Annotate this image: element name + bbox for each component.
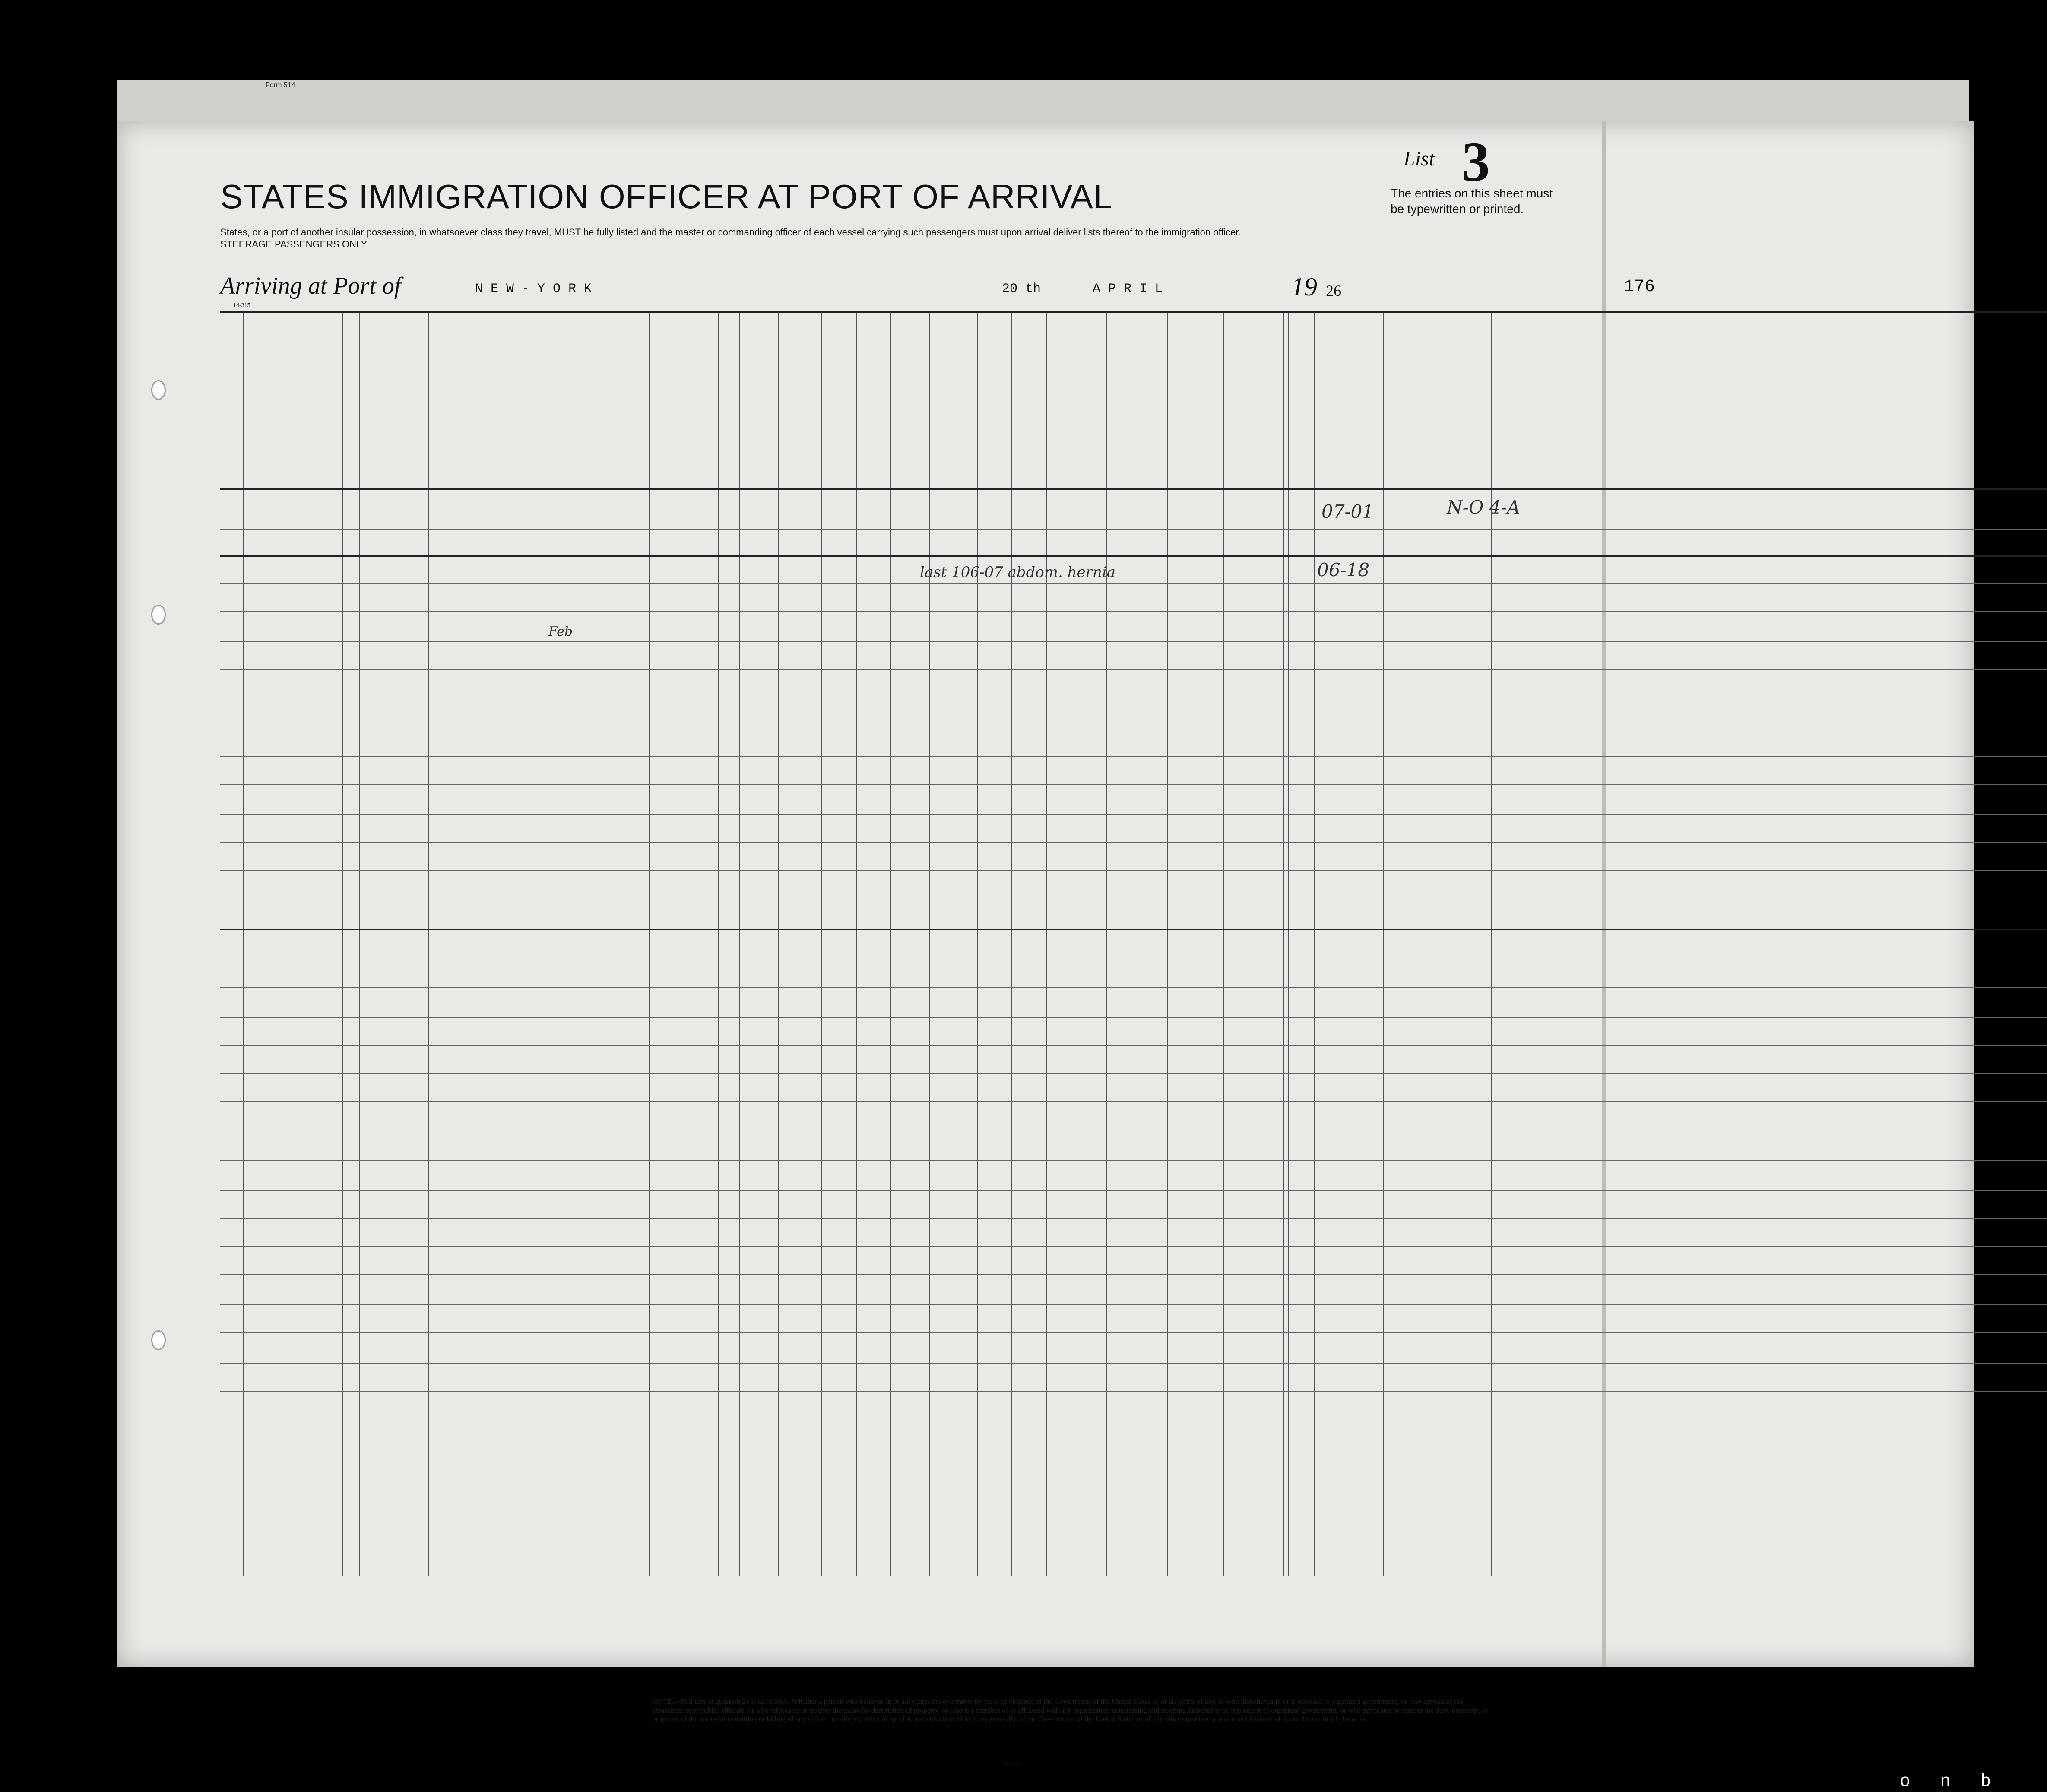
row-rule [220, 641, 2047, 642]
row-rule [220, 1363, 2047, 1364]
arrival-line [220, 272, 1689, 307]
row-rule [220, 870, 2047, 871]
entries-note-line: The entries on this sheet must [1391, 187, 1553, 200]
manifest-sheet [117, 121, 1974, 1767]
row-rule [220, 1190, 2047, 1191]
column-rule [428, 311, 429, 1576]
year-suffix: 26 [1326, 282, 1341, 299]
instructions [220, 227, 1241, 251]
row-rule [220, 1101, 2047, 1102]
page-title: STATES IMMIGRATION OFFICER AT PORT OF ARRIVAL [220, 178, 1113, 216]
handwritten-note-r3: last 106-07 abdom. hernia [920, 564, 1115, 581]
year-prefix: 19 [1291, 273, 1317, 301]
column-rule [342, 311, 343, 1576]
small-code: 14-315 [233, 302, 250, 309]
row-rule [220, 1218, 2047, 1219]
sheet-top-edge [117, 80, 1969, 123]
column-rule [1223, 311, 1224, 1576]
row-rule [220, 1073, 2047, 1074]
list-label: List [1404, 147, 1435, 170]
row-rule [220, 987, 2047, 988]
arriving-label: Arriving at Port of [220, 273, 401, 299]
footer-code: 14-315 [1002, 1760, 1019, 1767]
row-rule [220, 1045, 2047, 1046]
column-rule [1011, 311, 1012, 1576]
form-number-strip [123, 80, 1963, 93]
handwritten-birth-r1: N-O 4-A [1447, 497, 1520, 518]
port-name: N E W - Y O R K [475, 282, 592, 296]
binder-hole [151, 605, 166, 625]
column-rule [649, 311, 650, 1576]
page-number: 176 [1624, 277, 1655, 297]
column-rule [1283, 311, 1284, 1576]
row-rule [220, 842, 2047, 843]
handwritten-mark-r3: 06-18 [1317, 559, 1370, 580]
row-rule [220, 611, 2047, 612]
column-rule [718, 311, 719, 1576]
row-rule [220, 1332, 2047, 1333]
binder-hole [151, 1330, 166, 1350]
header-bottom-rule [220, 488, 2047, 490]
row-rule [220, 1017, 2047, 1018]
column-rule [1383, 311, 1384, 1576]
column-rule [1046, 311, 1047, 1576]
footnote: NOTE.—Full text of question 24 is as follows: Whether a person who believes in or advocates the overthrow by force or violence of the Government of the United States or of all forms of law, or who disbelieves in or is opposed to organized government, or who advocates the assassination of public officials, or who advocates or teaches the unlawful destruction of property, or who is a member of or affiliated with any organization entertaining and teaching disbelief in or opposition to organized government, or who advocates or teaches the duty, necessity, or propriety of the unlawful assaulting or killing of any officer or officers, either of specific individuals or of officers generally, of the Government of the United States or of any other organized government because of his or their official character. [652, 1697, 1488, 1723]
list-number: 3 [1462, 131, 1490, 193]
row-rule [220, 555, 2047, 557]
column-rule [856, 311, 857, 1576]
handwritten-note-r5: Feb [548, 624, 573, 639]
column-rule [1314, 311, 1315, 1576]
row-rule [220, 1160, 2047, 1161]
column-rule [929, 311, 930, 1576]
column-rule [1167, 311, 1168, 1576]
row-rule [220, 1274, 2047, 1275]
row-rule [220, 1391, 2047, 1392]
entries-note [1391, 186, 1553, 217]
handwritten-mark-r1: 07-01 [1321, 501, 1374, 522]
column-rule [977, 311, 978, 1576]
row-rule [220, 814, 2047, 815]
column-rule [778, 311, 779, 1576]
column-rule [243, 311, 244, 1576]
column-rule [821, 311, 822, 1576]
binder-hole [151, 380, 166, 400]
form-number: Form 514 [266, 82, 295, 89]
column-rule [1106, 311, 1107, 1576]
entries-note-line: be typewritten or printed. [1391, 202, 1524, 216]
archive-watermark: o n b [1900, 1771, 2003, 1790]
column-rule [359, 311, 360, 1576]
instruction-line: States, or a port of another insular possession, in whatsoever class they travel, MUST be fully listed and the master or commanding officer of each vessel carrying such passengers must upon arrival deliver lists thereof to the immigration officer. [220, 227, 1241, 238]
instruction-line: STEERAGE PASSENGERS ONLY [220, 239, 368, 250]
row-rule [220, 529, 2047, 530]
header-top-rule [220, 311, 2047, 313]
column-rule [1288, 311, 1289, 1576]
row-rule [220, 583, 2047, 584]
row-rule [220, 929, 2047, 930]
row-rule [220, 669, 2047, 670]
arrival-day: 20 th [1002, 282, 1041, 296]
row-rule [220, 1304, 2047, 1305]
row-rule [220, 756, 2047, 757]
column-rule [739, 311, 740, 1576]
arrival-month: A P R I L [1093, 282, 1163, 296]
row-rule [220, 784, 2047, 785]
column-rule [890, 311, 891, 1576]
manifest-table [220, 311, 2047, 1628]
row-rule [220, 1246, 2047, 1247]
